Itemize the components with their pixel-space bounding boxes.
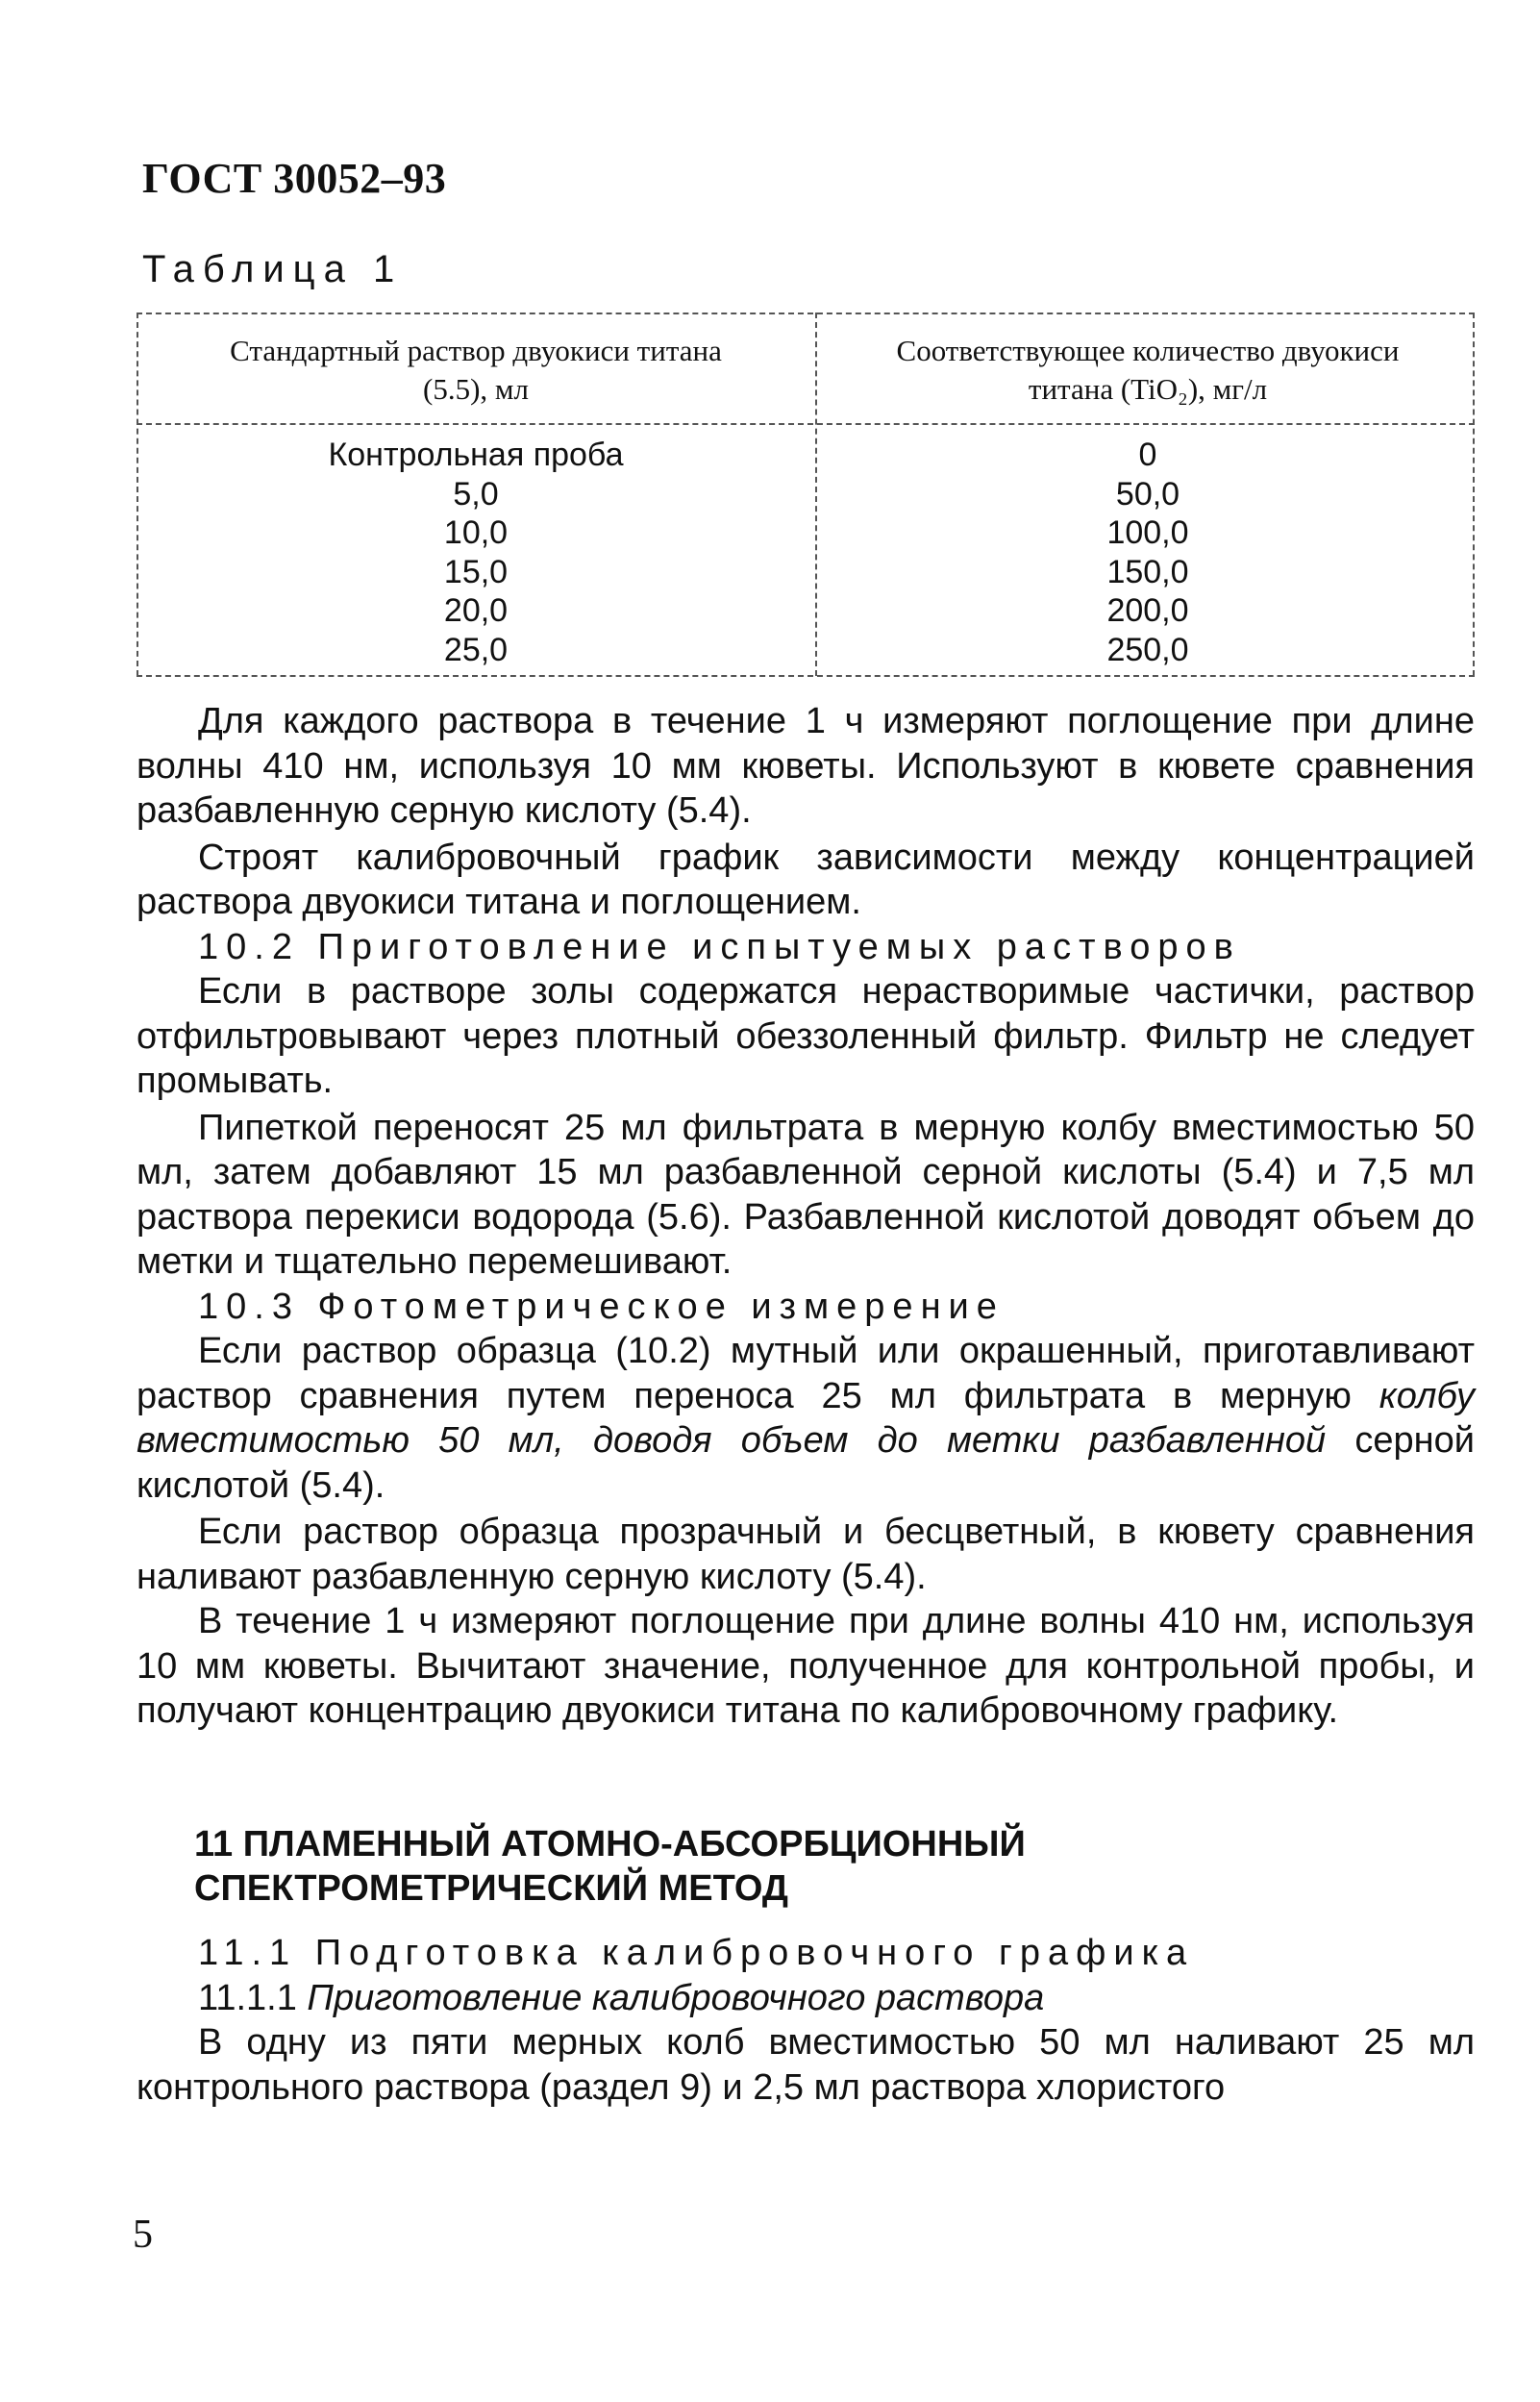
paragraph: Если раствор образца прозрачный и бесцветный, в кювету сравнения наливают разбавленную серную кислоту (5.4).: [137, 1512, 1475, 1597]
table-cell-volume: 25,0: [443, 631, 509, 668]
table-cell-volume: 20,0: [443, 592, 509, 629]
section-heading-11-line2: СПЕКТРОМЕТРИЧЕСКИЙ МЕТОД: [194, 1868, 788, 1909]
header-volume-line2: (5.5), мл: [423, 372, 529, 406]
header-volume-line1: Стандартный раствор двуокиси титана: [230, 334, 722, 367]
paragraph: [137, 1329, 1475, 1508]
subsection-number: 11.1.1: [198, 1977, 297, 2018]
table-header-volume: [137, 332, 815, 409]
subsection-heading-11-1: 11.1 Подготовка калибровочного графика: [198, 1933, 1195, 1973]
table-cell-volume: 15,0: [443, 553, 509, 590]
header-concentration-line1: Соответствующее количество двуокиси: [896, 334, 1400, 367]
paragraph: В течение 1 ч измеряют поглощение при длине волны 410 нм, используя 10 мм кюветы. Вычитают значение, полученное для контрольной пробы, и получают концентрацию двуокиси титана по калибровочному графику.: [137, 1601, 1475, 1731]
paragraph-text: Если раствор образца (10.2) мутный или окрашенный, приготавливают раствор сравнения путем переноса 25 мл фильтрата в мерную: [137, 1331, 1475, 1416]
table-cell-volume: Контрольная проба: [328, 437, 624, 473]
paragraph: Пипеткой переносят 25 мл фильтрата в мерную колбу вместимостью 50 мл, затем добавляют 15 мл разбавленной серной кислоты (5.4) и 7,5 мл раствора перекиси водорода (5.6). Разбавленной кислотой доводят объем до метки и тщательно перемешивают.: [137, 1107, 1475, 1282]
table-top-rule: [137, 313, 1475, 314]
table-header-concentration: [821, 332, 1475, 409]
subsection-heading-10-2: 10.2 Приготовление испытуемых растворов: [198, 926, 1241, 967]
paragraph-italic-text: колбу вместимостью 50 мл, доводя объем до метки разбавленной: [137, 1375, 1475, 1461]
paragraph: Строят калибровочный график зависимости между концентрацией раствора двуокиси титана и поглощением.: [137, 837, 1475, 922]
page-number: 5: [133, 2213, 153, 2257]
paragraph-text: серной кислотой (5.4).: [137, 1420, 1475, 1506]
section-heading-11-line1: 11 ПЛАМЕННЫЙ АТОМНО-АБСОРБЦИОННЫЙ: [194, 1824, 1026, 1864]
volume-column: [137, 436, 815, 669]
table-header-rule: [137, 423, 1475, 425]
table-column-divider: [815, 313, 817, 676]
table-cell-concentration: 100,0: [1106, 514, 1189, 551]
calibration-table: [137, 313, 1475, 676]
table-cell-concentration: 50,0: [1115, 475, 1180, 513]
table-cell-volume: 10,0: [443, 514, 509, 551]
body-text-block: [137, 699, 1475, 1734]
subsection-heading-11-1-1: [137, 1976, 1475, 2021]
paragraph: Если в растворе золы содержатся нерастворимые частички, раствор отфильтровывают через плотный обеззоленный фильтр. Фильтр не следует промывать.: [137, 971, 1475, 1101]
table-cell-concentration: 200,0: [1106, 592, 1189, 629]
paragraph: В одну из пяти мерных колб вместимостью 50 мл наливают 25 мл контрольного раствора (раздел 9) и 2,5 мл раствора хлористого: [137, 2022, 1475, 2108]
table-caption: Таблица 1: [142, 248, 404, 290]
table-cell-concentration: 250,0: [1106, 631, 1189, 668]
subsection-heading-10-3: 10.3 Фотометрическое измерение: [198, 1286, 1005, 1327]
body-text-block-2: [137, 1931, 1475, 2110]
header-concentration-line2: титана (TiO₂), мг/л: [1028, 372, 1268, 406]
table-cell-concentration: 150,0: [1106, 553, 1189, 590]
concentration-column: [821, 436, 1475, 669]
table-bottom-rule: [137, 675, 1475, 677]
section-heading-11: [194, 1822, 1026, 1911]
standard-designation: ГОСТ 30052–93: [142, 155, 447, 202]
table-cell-volume: 5,0: [453, 475, 499, 513]
table-cell-concentration: 0: [1138, 437, 1157, 473]
subsection-title: Приготовление калибровочного раствора: [307, 1977, 1045, 2018]
paragraph: Для каждого раствора в течение 1 ч измеряют поглощение при длине волны 410 нм, используя 10 мм кюветы. Используют в кювете сравнения разбавленную серную кислоту (5.4).: [137, 701, 1475, 831]
